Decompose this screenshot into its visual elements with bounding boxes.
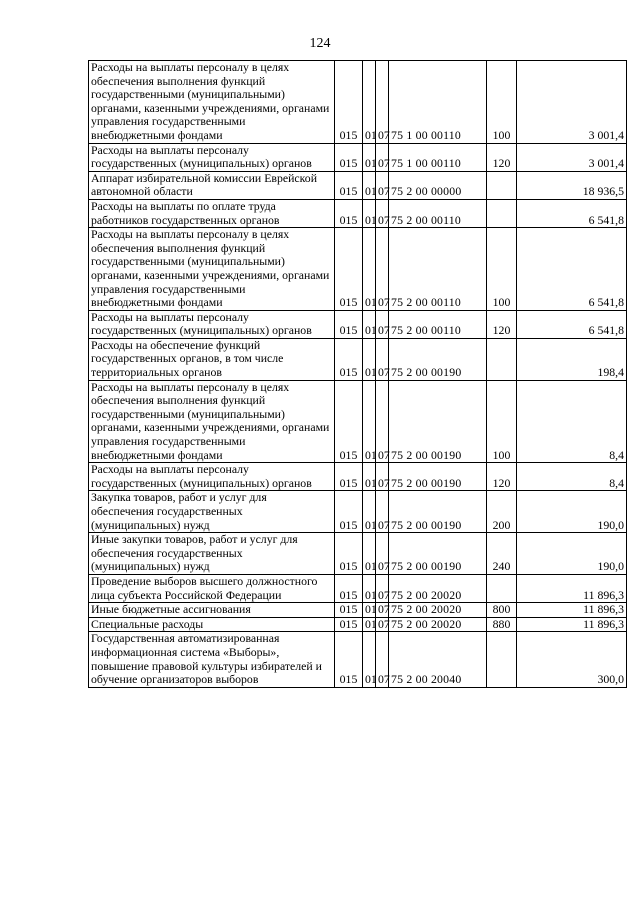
row-name: Расходы на выплаты персоналу государственных (муниципальных) органов — [89, 463, 335, 491]
row-name: Расходы на выплаты персоналу государственных (муниципальных) органов — [89, 143, 335, 171]
row-rz-code: 01 — [363, 533, 376, 575]
row-csr-code: 75 2 00 00190 — [389, 380, 487, 463]
row-rz-code: 01 — [363, 491, 376, 533]
row-sum: 8,4 — [517, 463, 627, 491]
row-vr-code: 120 — [487, 310, 517, 338]
table-row — [89, 617, 627, 632]
table-row — [89, 171, 627, 199]
table-row — [89, 199, 627, 227]
row-pr-code: 07 — [376, 143, 389, 171]
row-sum: 18 936,5 — [517, 171, 627, 199]
row-sum: 198,4 — [517, 338, 627, 380]
row-name: Иные закупки товаров, работ и услуг для обеспечения государственных (муниципальных) нужд — [89, 533, 335, 575]
row-gr-code: 015 — [335, 574, 363, 602]
row-name: Государственная автоматизированная информационная система «Выборы», повышение правовой культуры избирателей и обучение организаторов выборов — [89, 632, 335, 687]
row-name: Проведение выборов высшего должностного лица субъекта Российской Федерации — [89, 574, 335, 602]
table-row — [89, 61, 627, 144]
row-sum: 11 896,3 — [517, 617, 627, 632]
row-pr-code: 07 — [376, 617, 389, 632]
row-name: Иные бюджетные ассигнования — [89, 603, 335, 618]
row-sum: 11 896,3 — [517, 574, 627, 602]
row-rz-code: 01 — [363, 171, 376, 199]
row-rz-code: 01 — [363, 574, 376, 602]
row-rz-code: 01 — [363, 143, 376, 171]
row-csr-code: 75 2 00 00000 — [389, 171, 487, 199]
row-csr-code: 75 2 00 00190 — [389, 463, 487, 491]
row-rz-code: 01 — [363, 228, 376, 311]
row-name: Расходы на выплаты персоналу в целях обеспечения выполнения функций государственными (муниципальными) органами, казенными учреждениями, органами управления государственными внебюджетными фондами — [89, 228, 335, 311]
table-row — [89, 380, 627, 463]
table-row — [89, 533, 627, 575]
row-name: Специальные расходы — [89, 617, 335, 632]
row-rz-code: 01 — [363, 61, 376, 144]
row-name: Расходы на выплаты персоналу в целях обеспечения выполнения функций государственными (муниципальными) органами, казенными учреждениями, органами управления государственными внебюджетными фондами — [89, 61, 335, 144]
row-csr-code: 75 1 00 00110 — [389, 61, 487, 144]
row-csr-code: 75 2 00 00110 — [389, 310, 487, 338]
row-gr-code: 015 — [335, 632, 363, 687]
row-pr-code: 07 — [376, 228, 389, 311]
row-csr-code: 75 2 00 20020 — [389, 617, 487, 632]
row-gr-code: 015 — [335, 463, 363, 491]
row-name: Расходы на выплаты по оплате труда работников государственных органов — [89, 199, 335, 227]
row-vr-code: 120 — [487, 463, 517, 491]
row-rz-code: 01 — [363, 338, 376, 380]
table-row — [89, 143, 627, 171]
row-rz-code: 01 — [363, 380, 376, 463]
row-csr-code: 75 2 00 00110 — [389, 199, 487, 227]
row-csr-code: 75 2 00 00190 — [389, 491, 487, 533]
row-rz-code: 01 — [363, 199, 376, 227]
row-pr-code: 07 — [376, 61, 389, 144]
row-gr-code: 015 — [335, 617, 363, 632]
row-name: Расходы на выплаты персоналу государственных (муниципальных) органов — [89, 310, 335, 338]
row-vr-code: 100 — [487, 380, 517, 463]
row-vr-code: 200 — [487, 491, 517, 533]
row-gr-code: 015 — [335, 338, 363, 380]
row-csr-code: 75 2 00 00110 — [389, 228, 487, 311]
row-gr-code: 015 — [335, 603, 363, 618]
table-row — [89, 632, 627, 687]
row-rz-code: 01 — [363, 603, 376, 618]
table-row — [89, 463, 627, 491]
row-gr-code: 015 — [335, 533, 363, 575]
page-number: 124 — [309, 36, 331, 51]
row-csr-code: 75 2 00 00190 — [389, 533, 487, 575]
row-pr-code: 07 — [376, 199, 389, 227]
row-pr-code: 07 — [376, 310, 389, 338]
row-name: Аппарат избирательной комиссии Еврейской автономной области — [89, 171, 335, 199]
row-vr-code — [487, 574, 517, 602]
row-vr-code: 800 — [487, 603, 517, 618]
row-gr-code: 015 — [335, 143, 363, 171]
row-gr-code: 015 — [335, 380, 363, 463]
row-sum: 3 001,4 — [517, 143, 627, 171]
table-row — [89, 228, 627, 311]
row-name: Закупка товаров, работ и услуг для обеспечения государственных (муниципальных) нужд — [89, 491, 335, 533]
row-vr-code — [487, 338, 517, 380]
row-vr-code: 120 — [487, 143, 517, 171]
row-csr-code: 75 2 00 20020 — [389, 603, 487, 618]
row-vr-code — [487, 632, 517, 687]
row-pr-code: 07 — [376, 380, 389, 463]
row-gr-code: 015 — [335, 228, 363, 311]
row-pr-code: 07 — [376, 171, 389, 199]
table-row — [89, 491, 627, 533]
row-pr-code: 07 — [376, 574, 389, 602]
row-pr-code: 07 — [376, 603, 389, 618]
row-csr-code: 75 1 00 00110 — [389, 143, 487, 171]
row-gr-code: 015 — [335, 61, 363, 144]
row-sum: 190,0 — [517, 533, 627, 575]
row-csr-code: 75 2 00 20040 — [389, 632, 487, 687]
row-pr-code: 07 — [376, 632, 389, 687]
row-sum: 11 896,3 — [517, 603, 627, 618]
row-sum: 3 001,4 — [517, 61, 627, 144]
row-sum: 6 541,8 — [517, 310, 627, 338]
row-name: Расходы на выплаты персоналу в целях обеспечения выполнения функций государственными (муниципальными) органами, казенными учреждениями, органами управления государственными внебюджетными фондами — [89, 380, 335, 463]
row-rz-code: 01 — [363, 310, 376, 338]
row-name: Расходы на обеспечение функций государственных органов, в том числе территориальных органов — [89, 338, 335, 380]
table-row — [89, 603, 627, 618]
row-pr-code: 07 — [376, 463, 389, 491]
row-rz-code: 01 — [363, 632, 376, 687]
row-rz-code: 01 — [363, 463, 376, 491]
row-vr-code: 100 — [487, 228, 517, 311]
row-vr-code — [487, 199, 517, 227]
row-pr-code: 07 — [376, 491, 389, 533]
row-sum: 190,0 — [517, 491, 627, 533]
row-gr-code: 015 — [335, 491, 363, 533]
budget-table-body — [89, 61, 627, 688]
row-gr-code: 015 — [335, 310, 363, 338]
row-gr-code: 015 — [335, 171, 363, 199]
row-pr-code: 07 — [376, 533, 389, 575]
row-sum: 300,0 — [517, 632, 627, 687]
row-rz-code: 01 — [363, 617, 376, 632]
row-vr-code: 100 — [487, 61, 517, 144]
row-vr-code: 240 — [487, 533, 517, 575]
row-vr-code — [487, 171, 517, 199]
row-sum: 6 541,8 — [517, 228, 627, 311]
table-row — [89, 338, 627, 380]
row-sum: 8,4 — [517, 380, 627, 463]
row-csr-code: 75 2 00 20020 — [389, 574, 487, 602]
row-gr-code: 015 — [335, 199, 363, 227]
row-vr-code: 880 — [487, 617, 517, 632]
table-row — [89, 310, 627, 338]
table-row — [89, 574, 627, 602]
row-csr-code: 75 2 00 00190 — [389, 338, 487, 380]
row-pr-code: 07 — [376, 338, 389, 380]
row-sum: 6 541,8 — [517, 199, 627, 227]
budget-table — [88, 60, 627, 688]
